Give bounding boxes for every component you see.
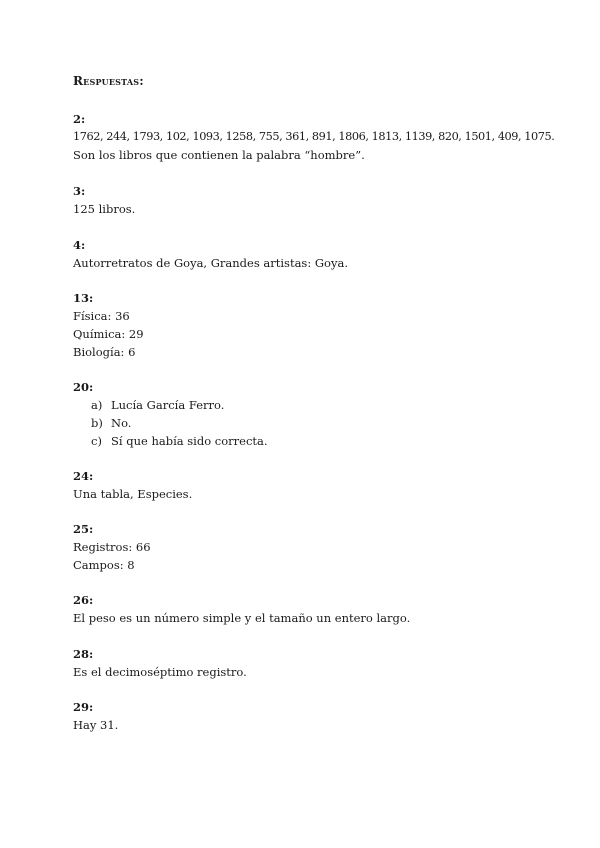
answer-label: 13:: [73, 291, 94, 305]
list-marker: a): [91, 398, 103, 412]
answer-26: [73, 591, 543, 627]
answer-label: 2:: [73, 112, 86, 126]
answer-24: [73, 467, 543, 503]
answer-text: 125 libros.: [73, 202, 136, 216]
answer-text: Autorretratos de Goya, Grandes artistas: Goya.: [73, 256, 348, 270]
answer-label: 24:: [73, 469, 94, 483]
list-marker: c): [91, 434, 102, 448]
answer-text: Hay 31.: [73, 718, 119, 732]
list-item: [91, 396, 543, 414]
answer-label: 20:: [73, 380, 94, 394]
list-item: [91, 432, 543, 450]
list-item: [91, 414, 543, 432]
answer-label: 4:: [73, 238, 86, 252]
list-item-text: Lucía García Ferro.: [111, 398, 225, 412]
answer-28: [73, 645, 543, 681]
answer-20: [73, 378, 543, 450]
page-title: Respuestas:: [73, 74, 144, 88]
answer-numbers: 1762, 244, 1793, 102, 1093, 1258, 755, 361, 891, 1806, 1813, 1139, 820, 1501, 409, 1075.: [73, 130, 555, 143]
answer-4: [73, 236, 543, 272]
answer-25: [73, 520, 543, 574]
answer-label: 29:: [73, 700, 94, 714]
list-item-text: Sí que había sido correcta.: [111, 434, 268, 448]
answer-line: Campos: 8: [73, 558, 135, 572]
answer-line: Biología: 6: [73, 345, 136, 359]
answer-text: Son los libros que contienen la palabra “hombre”.: [73, 148, 365, 162]
answer-line: Registros: 66: [73, 540, 151, 554]
answer-2: [73, 110, 555, 164]
answer-3: [73, 182, 543, 218]
list-marker: b): [91, 416, 103, 430]
answer-text: El peso es un número simple y el tamaño un entero largo.: [73, 611, 411, 625]
answer-line: Física: 36: [73, 309, 130, 323]
list-item-text: No.: [111, 416, 132, 430]
answer-label: 28:: [73, 647, 94, 661]
answer-13: [73, 289, 543, 361]
answer-text: Es el decimoséptimo registro.: [73, 665, 247, 679]
answer-text: Una tabla, Especies.: [73, 487, 193, 501]
options-list: [73, 396, 543, 450]
answer-line: Química: 29: [73, 327, 144, 341]
answer-29: [73, 698, 543, 734]
answer-label: 3:: [73, 184, 86, 198]
answer-label: 26:: [73, 593, 94, 607]
answer-label: 25:: [73, 522, 94, 536]
